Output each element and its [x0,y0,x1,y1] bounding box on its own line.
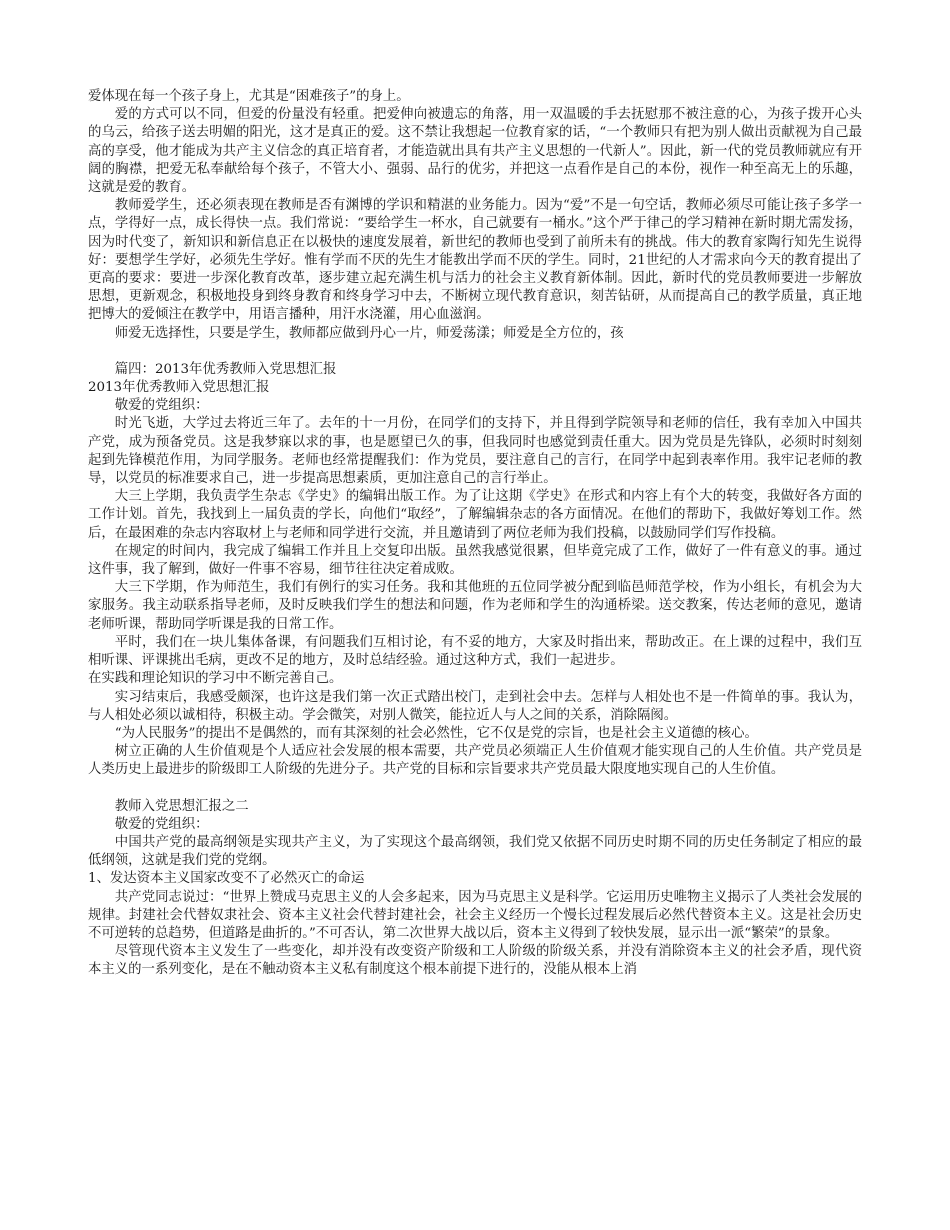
salutation: 敬爱的党组织： [114,398,209,414]
paragraph: 尽管现代资本主义发生了一些变化，却并没有改变资产阶级和工人阶级的阶级关系，并没有消除资本主义的社会矛盾，现代资本主义的一系列变化，是在不触动资本主义私有制度这个根本前提下进行的，没能从根本上消 [88,944,862,978]
paragraph: 树立正确的人生价值观是个人适应社会发展的根本需要，共产党员必须端正人生价值观才能实现自己的人生价值。共产党员是人类历史上最进步的阶级即工人阶级的先进分子。共产党的目标和宗旨要求共产党员最大限度地实现自己的人生价值。 [88,744,862,778]
paragraph: 共产党同志说过：“世界上赞成马克思主义的人会多起来，因为马克思主义是科学。它运用历史唯物主义揭示了人类社会发展的规律。封建社会代替奴隶社会、资本主义社会代替封建社会，社会主义经历一个慢长过程发展后必然代替资本主义。这是社会历史不可逆转的总趋势，但道路是曲折的。”不可否认，第二次世界大战以后，资本主义得到了较快发展，显示出一派“繁荣”的景象。 [88,889,862,941]
document-page [88,88,862,980]
paragraph: 教师爱学生，还必须表现在教师是否有渊博的学识和精湛的业务能力。因为“爱”不是一句空话，教师必须尽可能让孩子多学一点，学得好一点，成长得快一点。我们常说：“要给学生一杯水，自己就要有一桶水。”这个严于律己的学习精神在新时期尤需发扬，因为时代变了，新知识和新信息正在以极快的速度发展着，新世纪的教师也受到了前所未有的挑战。伟大的教育家陶行知先生说得好：要想学生学好，必须先生学好。惟有学而不厌的先生才能教出学而不厌的学生。同时，21世纪的人才需求向今天的教育提出了更高的要求：要进一步深化教育改革，逐步建立起充满生机与活力的社会主义教育新体制。因此，新时代的党员教师要进一步解放思想，更新观念，积极地投身到终身教育和终身学习中去，不断树立现代教育意识，刻苦钻研，从而提高自己的教学质量，真正地把博大的爱倾注在教学中，用语言播种，用汗水浇灌，用心血滋润。 [88,198,862,323]
numbered-heading: 1、发达资本主义国家改变不了必然灭亡的命运 [88,871,365,887]
paragraph: “为人民服务”的提出不是偶然的，而有其深刻的社会必然性，它不仅是党的宗旨，也是社会主义道德的核心。 [114,725,758,741]
section-heading: 教师入党思想汇报之二 [114,798,249,814]
paragraph: 实习结束后，我感受颇深，也许这是我们第一次正式踏出校门，走到社会中去。怎样与人相处也不是一件简单的事。我认为，与人相处必须以诚相待，积极主动。学会微笑，对别人微笑，能拉近人与人之间的关系，消除隔阂。 [88,689,862,723]
section-heading: 篇四：2013年优秀教师入党思想汇报 [114,361,337,377]
paragraph-gap [88,780,862,798]
paragraph: 在规定的时间内，我完成了编辑工作并且上交复印出版。虽然我感觉很累，但毕竟完成了工作，做好了一件有意义的事。通过这件事，我了解到，做好一件事不容易，细节往往决定着成败。 [88,543,862,578]
paragraph: 师爱无选择性，只要是学生，教师都应做到丹心一片，师爱荡漾；师爱是全方位的，孩 [114,325,624,341]
paragraph: 时光飞逝，大学过去将近三年了。去年的十一月份，在同学们的支持下，并且得到学院领导和老师的信任，我有幸加入中国共产党，成为预备党员。这是我梦寐以求的事，也是愿望已久的事，但我同时也感觉到责任重大。因为党员是先锋队，必须时时刻刻起到先锋模范作用，为同学服务。老师也经常提醒我们：作为党员，要注意自己的言行，在同学中起到表率作用。我牢记老师的教导，以党员的标准要求自己，进一步提高思想素质，更加注意自己的言行举止。 [88,416,862,487]
paragraph: 大三上学期，我负责学生杂志《学史》的编辑出版工作。为了让这期《学史》在形式和内容上有个大的转变，我做好各方面的工作计划。首先，我找到上一届负责的学长，向他们“取经”，了解编辑杂志的各方面情况。在他们的帮助下，我做好筹划工作。然后，在最困难的杂志内容取材上与老师和同学进行交流，并且邀请到了两位老师为我们投稿，以鼓励同学们写作投稿。 [88,489,862,541]
paragraph: 中国共产党的最高纲领是实现共产主义，为了实现这个最高纲领，我们党又依据不同历史时期不同的历史任务制定了相应的最低纲领，这就是我们党的党纲。 [88,834,862,869]
paragraph: 大三下学期，作为师范生，我们有例行的实习任务。我和其他班的五位同学被分配到临邑师范学校，作为小组长，有机会为大家服务。我主动联系指导老师，及时反映我们学生的想法和问题，作为老师和学生的沟通桥梁。送交教案，传达老师的意见，邀请老师听课，帮助同学听课是我的日常工作。 [88,580,862,632]
paragraph-gap [88,343,862,361]
salutation: 敬爱的党组织： [114,816,209,832]
paragraph: 爱体现在每一个孩子身上，尤其是“困难孩子”的身上。 [88,89,410,104]
paragraph: 平时，我们在一块儿集体备课，有问题我们互相讨论，有不妥的地方，大家及时指出来，帮助改正。在上课的过程中，我们互相听课、评课挑出毛病，更改不足的地方，及时总结经验。通过这种方式，我们一起进步。 [88,634,862,669]
document-title: 2013年优秀教师入党思想汇报 [88,380,270,396]
paragraph: 爱的方式可以不同，但爱的份量没有轻重。把爱伸向被遗忘的角落，用一双温暖的手去抚慰那不被注意的心，为孩子拨开心头的乌云，给孩子送去明媚的阳光，这才是真正的爱。这不禁让我想起一位教育家的话，“一个教师只有把为别人做出贡献视为自己最高的享受，他才能成为共产主义信念的真正培育者，才能造就出具有共产主义思想的一代新人”。因此，新一代的党员教师就应有开阔的胸襟，把爱无私奉献给每个孩子，不管大小、强弱、品行的优劣，并把这一点看作是自己的本份，视作一种至高无上的乐趣，这就是爱的教育。 [88,107,862,196]
paragraph: 在实践和理论知识的学习中不断完善自己。 [88,671,343,687]
